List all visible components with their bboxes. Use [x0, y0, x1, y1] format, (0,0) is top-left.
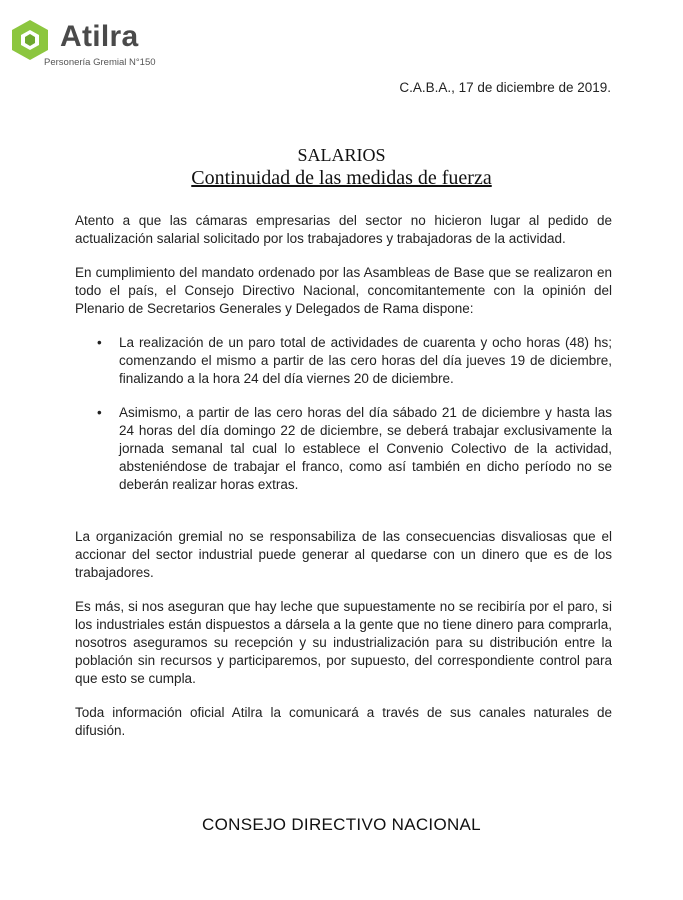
- bullet-text: La realización de un paro total de actividades de cuarenta y ocho horas (48) hs; comenzando el mismo a partir de las cero horas del día jueves 19 de diciembre, finalizando a la hora 24 del día viernes 20 de diciembre.: [119, 335, 612, 386]
- brand-subtitle: Personería Gremial N°150: [44, 57, 156, 68]
- paragraph-2: En cumplimiento del mandato ordenado por las Asambleas de Base que se realizaron en todo el país, el Consejo Directivo Nacional, concomitantemente con la opinión del Plenario de Secretarios Generales y Delegados de Rama dispone:: [75, 265, 612, 316]
- document-date: C.A.B.A., 17 de diciembre de 2019.: [399, 80, 611, 95]
- document-body: [75, 212, 612, 756]
- brand-name: Atilra: [60, 20, 139, 53]
- title-subtitle: Continuidad de las medidas de fuerza: [191, 167, 492, 189]
- paragraph-1: Atento a que las cámaras empresarias del sector no hicieron lugar al pedido de actualización salarial solicitado por los trabajadores y trabajadoras de la actividad.: [75, 213, 612, 246]
- hexagon-logo-icon: [8, 18, 52, 62]
- bullet-marker: •: [97, 405, 102, 420]
- document-title: [0, 144, 683, 190]
- paragraph-4: Es más, si nos aseguran que hay leche que supuestamente no se recibiría por el paro, si los industriales están dispuestos a dársela a la gente que no tiene dinero para comprarla, nosotros aseguramos su recepción y su industrialización para su distribución entre la población sin recursos y participaremos, por supuesto, del correspondiente control para que esto se cumpla.: [75, 599, 612, 686]
- paragraph-3: La organización gremial no se responsabiliza de las consecuencias disvaliosas que el accionar del sector industrial puede generar al quedarse con un dinero que es de los trabajadores.: [75, 529, 612, 580]
- atilra-logo: [8, 18, 178, 70]
- bullet-marker: •: [97, 335, 102, 350]
- bullet-item: [75, 404, 612, 494]
- paragraph-5: Toda información oficial Atilra la comunicará a través de sus canales naturales de difusión.: [75, 705, 612, 738]
- bullet-text: Asimismo, a partir de las cero horas del día sábado 21 de diciembre y hasta las 24 horas del día domingo 22 de diciembre, se deberá trabajar exclusivamente la jornada semanal tal cual lo establece el Convenio Colectivo de la actividad, absteniéndose de trabajar el franco, como así también en dicho período no se deberán realizar horas extras.: [119, 405, 612, 492]
- bullet-list: [75, 334, 612, 494]
- signature: CONSEJO DIRECTIVO NACIONAL: [202, 815, 481, 834]
- title-main: SALARIOS: [297, 145, 386, 165]
- bullet-item: [75, 334, 612, 388]
